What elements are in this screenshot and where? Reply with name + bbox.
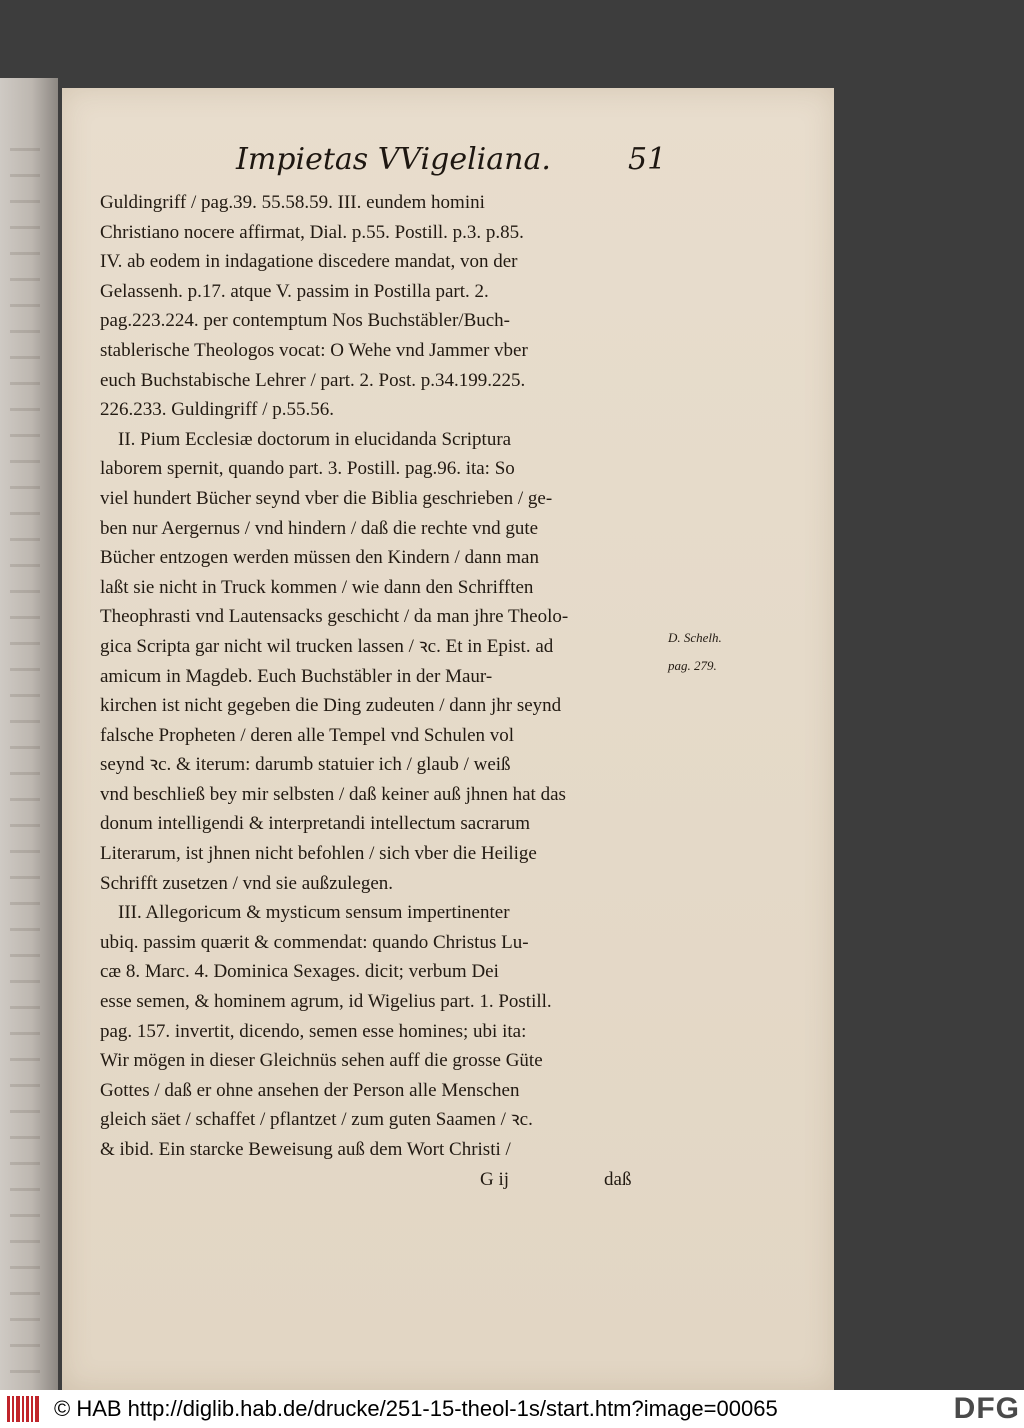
- text-line: Schrifft zusetzen / vnd sie außzulegen.: [100, 872, 393, 894]
- text-line: laborem spernit, quando part. 3. Postill. pag.96. ita: So: [100, 458, 515, 480]
- dfg-logo: DFG: [953, 1392, 1020, 1425]
- text-line: Wir mögen in dieser Gleichnüs sehen auff die grosse Güte: [100, 1050, 543, 1072]
- text-line: amicum in Magdeb. Euch Buchstäbler in der Maur-: [100, 665, 493, 687]
- text-line: laßt sie nicht in Truck kommen / wie dann den Schrifften: [100, 576, 534, 598]
- text-line: seynd ꝛc. & iterum: darumb statuier ich / glaub / weiß: [100, 754, 511, 776]
- running-header: Impietas VVigeliana.: [236, 142, 551, 177]
- text-line: Gottes / daß er ohne ansehen der Person alle Menschen: [100, 1079, 520, 1101]
- text-line: Guldingriff / pag.39. 55.58.59. III. eundem homini: [100, 192, 485, 213]
- barcode-icon: [6, 1394, 40, 1424]
- text-line: cæ 8. Marc. 4. Dominica Sexages. dicit; verbum Dei: [100, 961, 499, 983]
- page-number: 51: [628, 142, 667, 177]
- text-line: pag. 157. invertit, dicendo, semen esse homines; ubi ita:: [100, 1020, 527, 1042]
- text-line: gica Scripta gar nicht wil trucken lassen / ꝛc. Et in Epist. ad: [100, 635, 554, 657]
- text-line: & ibid. Ein starcke Beweisung auß dem Wort Christi /: [100, 1139, 511, 1160]
- text-line: IV. ab eodem in indagatione discedere mandat, von der: [100, 251, 518, 273]
- catchword-line: G ij daß: [480, 1168, 632, 1190]
- text-line: falsche Propheten / deren alle Tempel vnd Schulen vol: [100, 724, 515, 746]
- text-line: ubiq. passim quærit & commendat: quando Christus Lu-: [100, 931, 529, 953]
- text-line: Literarum, ist jhnen nicht befohlen / sich vber die Heilige: [100, 843, 537, 865]
- margin-note: [668, 624, 768, 680]
- text-line: donum intelligendi & interpretandi intellectum sacrarum: [100, 813, 531, 835]
- text-line: Christiano nocere affirmat, Dial. p.55. Postill. p.3. p.85.: [100, 221, 524, 243]
- margin-note-line: D. Schelh.: [668, 630, 722, 645]
- text-line: vnd beschließ bey mir selbsten / daß keiner auß jhnen hat das: [100, 783, 566, 805]
- text-line: Gelassenh. p.17. atque V. passim in Postilla part. 2.: [100, 280, 489, 302]
- text-line: pag.223.224. per contemptum Nos Buchstäbler/Buch-: [100, 310, 511, 332]
- text-line: euch Buchstabische Lehrer / part. 2. Post. p.34.199.225.: [100, 369, 526, 391]
- text-line: viel hundert Bücher seynd vber die Biblia geschrieben / ge-: [100, 487, 553, 509]
- text-line: II. Pium Ecclesiæ doctorum in elucidanda Scriptura: [118, 428, 512, 450]
- margin-note-line: pag. 279.: [668, 658, 717, 673]
- text-line: kirchen ist nicht gegeben die Ding zudeuten / dann jhr seynd: [100, 695, 562, 717]
- text-line: esse semen, & hominem agrum, id Wigelius part. 1. Postill.: [100, 991, 552, 1013]
- text-line: III. Allegoricum & mysticum sensum impertinenter: [118, 902, 510, 924]
- text-line: Bücher entzogen werden müssen den Kindern / dann man: [100, 547, 539, 569]
- footer-bar: [0, 1390, 1024, 1428]
- previous-page-edge: [0, 78, 58, 1390]
- copyright-link[interactable]: © HAB http://diglib.hab.de/drucke/251-15-theol-1s/start.htm?image=00065: [54, 1396, 778, 1421]
- body-text: [100, 188, 680, 1194]
- text-line: ben nur Aergernus / vnd hindern / daß die rechte vnd gute: [100, 517, 539, 539]
- text-line: Theophrasti vnd Lautensacks geschicht / da man jhre Theolo-: [100, 606, 569, 628]
- text-line: stablerische Theologos vocat: O Wehe vnd Jammer vber: [100, 339, 528, 361]
- text-line: 226.233. Guldingriff / p.55.56.: [100, 399, 334, 421]
- text-line: gleich säet / schaffet / pflantzet / zum guten Saamen / ꝛc.: [100, 1109, 533, 1131]
